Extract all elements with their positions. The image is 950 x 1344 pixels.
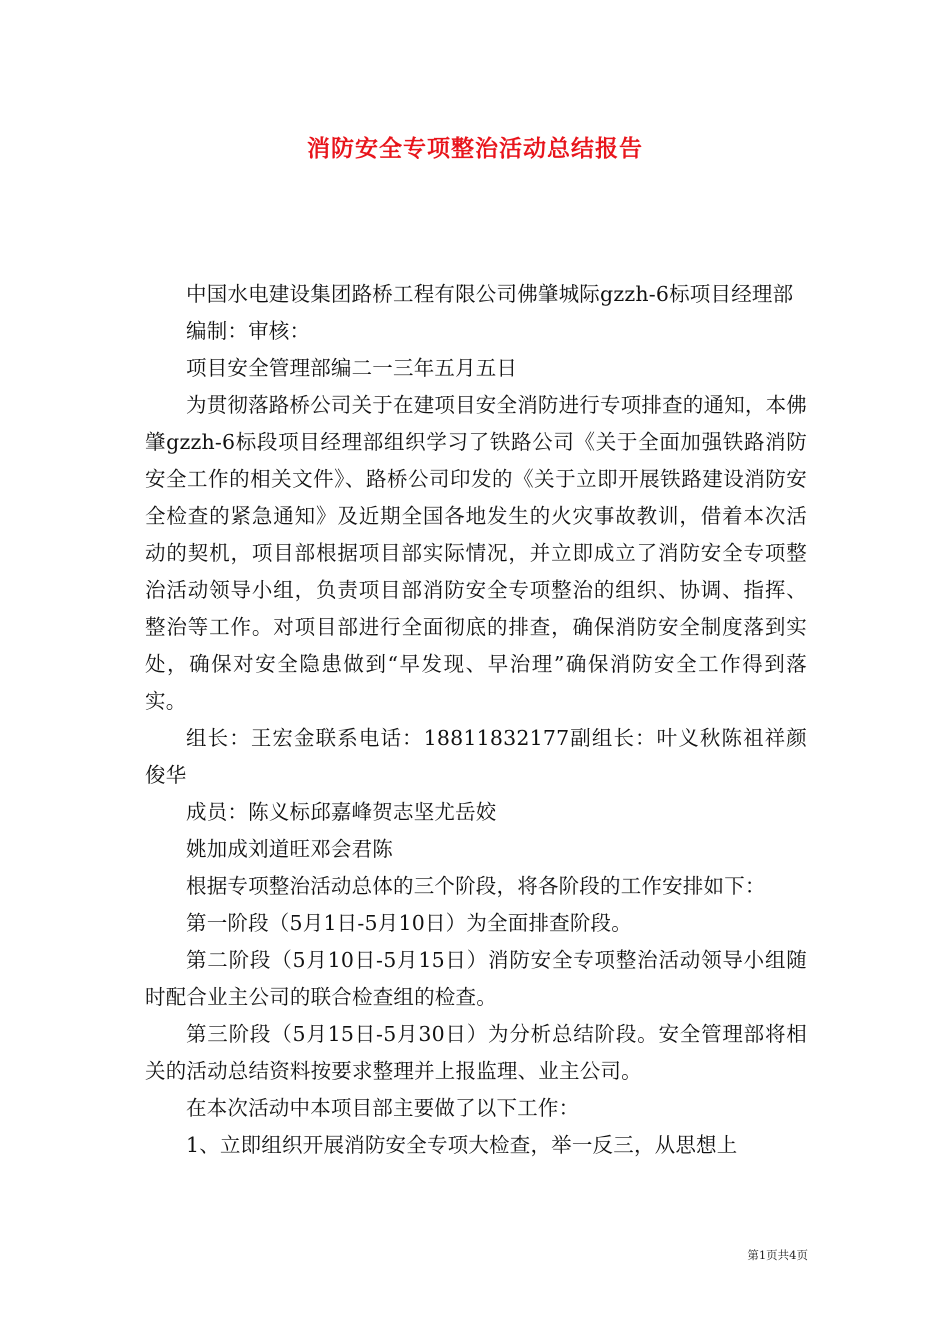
paragraph-stages-intro: 根据专项整治活动总体的三个阶段，将各阶段的工作安排如下： bbox=[186, 874, 766, 898]
paragraph-work-item-1: 1、立即组织开展消防安全专项大检查，举一反三，从思想上 bbox=[186, 1133, 738, 1157]
paragraph-background: 为贯彻落路桥公司关于在建项目安全消防进行专项排查的通知，本佛肇gzzh-6标段项目经理部组织学习了铁路公司《关于全面加强铁路消防安全工作的相关文件》、路桥公司印发的《关于立即开展铁路建设消防安全检查的紧急通知》及近期全国各地发生的火灾事故教训，借着本次活动的契机，项目部根据项目部实际情况，并立即成立了消防安全专项整治活动领导小组，负责项目部消防安全专项整治的组织、协调、指挥、整治等工作。对项目部进行全面彻底的排查，确保消防安全制度落到实处，确保对安全隐患做到“早发现、早治理”确保消防安全工作得到落实。 bbox=[145, 393, 807, 713]
paragraph-stage-one: 第一阶段（5月1日-5月10日）为全面排查阶段。 bbox=[186, 911, 632, 935]
paragraph-editor-reviewer: 编制：审核： bbox=[186, 319, 311, 343]
page-title: 消防安全专项整治活动总结报告 bbox=[307, 135, 643, 162]
paragraph-work-intro: 在本次活动中本项目部主要做了以下工作： bbox=[186, 1096, 580, 1120]
paragraph-members-continued: 姚加成刘道旺邓会君陈 bbox=[186, 837, 393, 861]
paragraph-members: 成员：陈义标邱嘉峰贺志坚尤岳姣 bbox=[186, 800, 497, 824]
paragraph-stage-three: 第三阶段（5月15日-5月30日）为分析总结阶段。安全管理部将相关的活动总结资料按要求整理并上报监理、业主公司。 bbox=[145, 1022, 807, 1083]
paragraph-department-date: 项目安全管理部编二一三年五月五日 bbox=[186, 356, 518, 380]
paragraph-team-leader: 组长：王宏金联系电话：18811832177副组长：叶义秋陈祖祥颜俊华 bbox=[145, 726, 807, 787]
paragraph-stage-two: 第二阶段（5月10日-5月15日）消防安全专项整治活动领导小组随时配合业主公司的联合检查组的检查。 bbox=[145, 948, 807, 1009]
paragraph-organization: 中国水电建设集团路桥工程有限公司佛肇城际gzzh-6标项目经理部 bbox=[186, 282, 794, 306]
document-body bbox=[145, 276, 807, 1164]
page-footer bbox=[700, 1247, 808, 1263]
page-number: 第1页共4页 bbox=[747, 1248, 808, 1262]
